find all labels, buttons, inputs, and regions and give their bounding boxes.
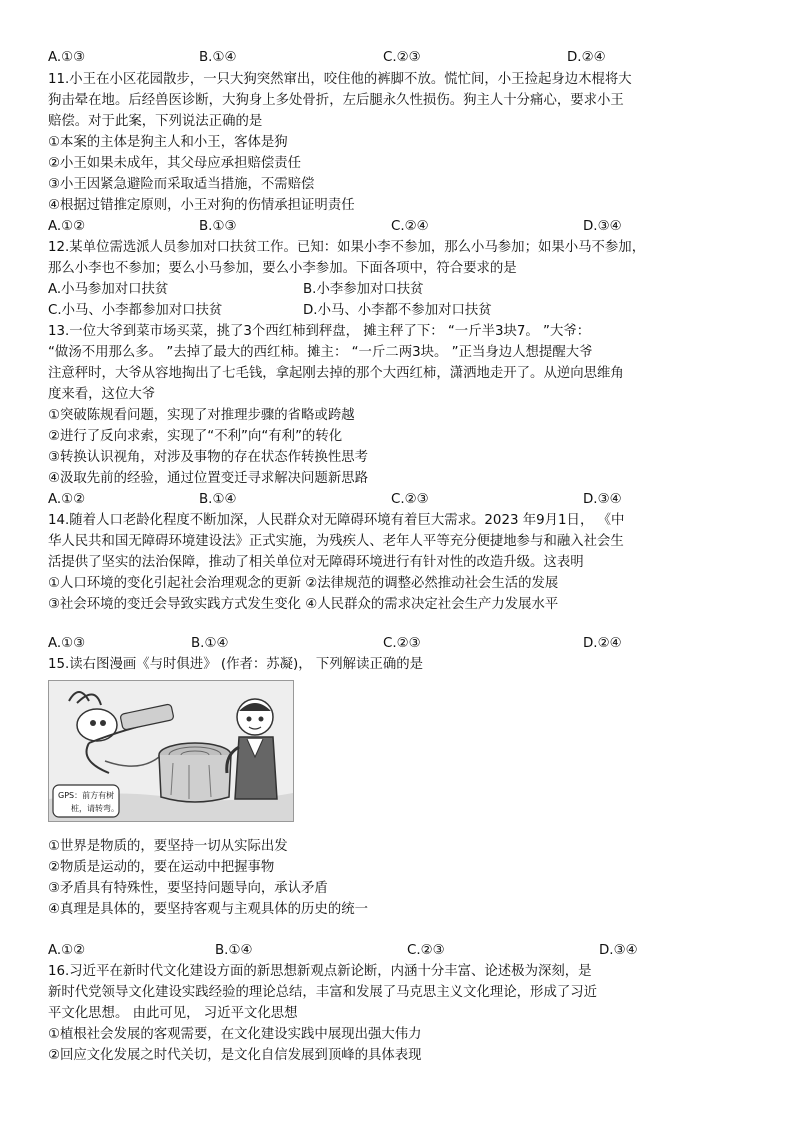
q13-stem-line: 13.一位大爷到菜市场买菜，挑了3个西红柿到秤盘， 摊主秤了下： “一斤半3块7。 ”大爷： — [48, 324, 591, 339]
q15-option-b: B.①④ — [215, 943, 253, 958]
q11-option-b: B.①③ — [199, 219, 237, 234]
q13-item: ④汲取先前的经验，通过位置变迁寻求解决问题新思路 — [48, 471, 368, 486]
q13-option-b: B.①④ — [199, 492, 237, 507]
q12-option-c: C.小马、小李都参加对口扶贫 — [48, 303, 223, 318]
q13-item: ①突破陈规看问题，实现了对推理步骤的省略或跨越 — [48, 408, 355, 423]
q11-option-c: C.②④ — [391, 219, 429, 234]
q12-stem-line: 12.某单位需选派人员参加对口扶贫工作。已知：如果小李不参加，那么小马参加；如果小马不参加， — [48, 240, 646, 255]
q16-item: ①植根社会发展的客观需要，在文化建设实践中展现出强大伟力 — [48, 1027, 422, 1042]
q10-option-d: D.②④ — [567, 50, 606, 65]
q15-stem-line: 15.读右图漫画《与时俱进》 (作者：苏凝)， 下列解读正确的是 — [48, 657, 424, 672]
q11-option-a: A.①② — [48, 219, 86, 234]
q12-stem-line: 那么小李也不参加；要么小马参加，要么小李参加。下面各项中，符合要求的是 — [48, 261, 517, 276]
cartoon-drawing — [49, 681, 293, 821]
q15-item: ④真理是具体的，要坚持客观与主观具体的历史的统一 — [48, 902, 368, 917]
q11-item: ②小王如果未成年，其父母应承担赔偿责任 — [48, 156, 302, 171]
q15-item: ②物质是运动的，要在运动中把握事物 — [48, 860, 275, 875]
q11-stem-line: 赔偿。对于此案，下列说法正确的是 — [48, 114, 263, 129]
q15-item: ③矛盾具有特殊性，要坚持问题导向，承认矛盾 — [48, 881, 328, 896]
q14-option-c: C.②③ — [383, 636, 421, 651]
q11-stem-line: 狗击晕在地。后经兽医诊断，大狗身上多处骨折，左后腿永久性损伤。狗主人十分痛心，要求小王 — [48, 93, 624, 108]
q11-stem-line: 11.小王在小区花园散步，一只大狗突然窜出，咬住他的裤脚不放。慌忙间，小王捡起身边木棍将大 — [48, 72, 632, 87]
q15-option-a: A.①② — [48, 943, 86, 958]
q16-stem-line: 新时代党领导文化建设实践经验的理论总结，丰富和发展了马克思主义文化理论，形成了习近 — [48, 985, 598, 1000]
q13-item: ②进行了反向求索，实现了“不利”向“有利”的转化 — [48, 429, 343, 444]
q10-option-b: B.①④ — [199, 50, 237, 65]
q14-item: ①人口环境的变化引起社会治理观念的更新 ②法律规范的调整必然推动社会生活的发展 — [48, 576, 559, 591]
q11-option-d: D.③④ — [583, 219, 622, 234]
q14-option-b: B.①④ — [191, 636, 229, 651]
q12-option-b: B.小李参加对口扶贫 — [303, 282, 424, 297]
q15-option-d: D.③④ — [599, 943, 638, 958]
q14-stem-line: 活提供了坚实的法治保障，推动了相关单位对无障碍环境进行有针对性的改造升级。这表明 — [48, 555, 584, 570]
q13-item: ③转换认识视角，对涉及事物的存在状态作转换性思考 — [48, 450, 368, 465]
q11-item: ④根据过错推定原则，小王对狗的伤情承担证明责任 — [48, 198, 355, 213]
q16-stem-line: 16.习近平在新时代文化建设方面的新思想新观点新论断，内涵十分丰富、论述极为深刻，是 — [48, 964, 592, 979]
q14-stem-line: 14.随着人口老龄化程度不断加深，人民群众对无障碍环境有着巨大需求。2023 年9月1日， 《中 — [48, 513, 625, 528]
q12-option-a: A.小马参加对口扶贫 — [48, 282, 169, 297]
q16-item: ②回应文化发展之时代关切，是文化自信发展到顶峰的具体表现 — [48, 1048, 422, 1063]
q13-stem-line: 度来看，这位大爷 — [48, 387, 156, 402]
q12-option-d: D.小马、小李都不参加对口扶贫 — [303, 303, 492, 318]
q15-option-c: C.②③ — [407, 943, 445, 958]
q14-item: ③社会环境的变迁会导致实践方式发生变化 ④人民群众的需求决定社会生产力发展水平 — [48, 597, 559, 612]
q13-stem-line: “做汤不用那么多。 ”去掉了最大的西红柿。摊主： “一斤二两3块。 ”正当身边人想提醒大爷 — [48, 345, 593, 360]
q14-option-d: D.②④ — [583, 636, 622, 651]
q14-option-a: A.①③ — [48, 636, 86, 651]
cartoon-caption-line: GPS：前方有树 — [58, 791, 115, 800]
cartoon-caption-line: 桩，请转弯。 — [71, 804, 119, 813]
q15-item: ①世界是物质的，要坚持一切从实际出发 — [48, 839, 288, 854]
q10-option-a: A.①③ — [48, 50, 86, 65]
q14-stem-line: 华人民共和国无障碍环境建设法》正式实施，为残疾人、老年人平等充分便捷地参与和融入社会生 — [48, 534, 624, 549]
q11-item: ③小王因紧急避险而采取适当措施，不需赔偿 — [48, 177, 315, 192]
q11-item: ①本案的主体是狗主人和小王，客体是狗 — [48, 135, 288, 150]
cartoon-image — [48, 680, 294, 822]
q13-option-c: C.②③ — [391, 492, 429, 507]
q13-stem-line: 注意秤时，大爷从容地掏出了七毛钱，拿起刚去掉的那个大西红柿，潇洒地走开了。从逆向思维角 — [48, 366, 624, 381]
q13-option-a: A.①② — [48, 492, 86, 507]
q13-option-d: D.③④ — [583, 492, 622, 507]
q16-stem-line: 平文化思想。 由此可见， 习近平文化思想 — [48, 1006, 298, 1021]
q10-option-c: C.②③ — [383, 50, 421, 65]
